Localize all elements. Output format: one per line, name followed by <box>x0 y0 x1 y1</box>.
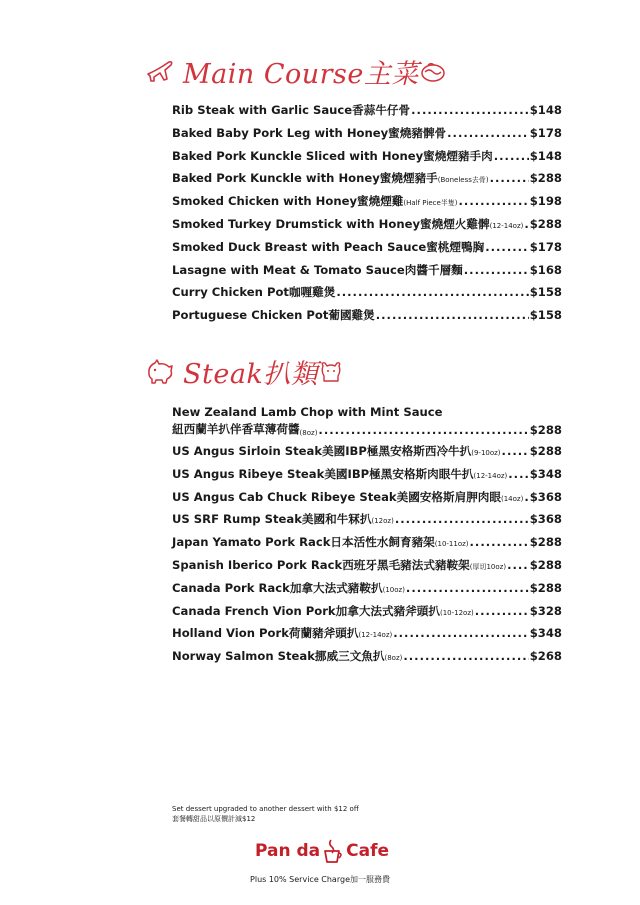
dot-leader <box>403 649 528 663</box>
dot-leader <box>447 126 529 140</box>
item-price: $148 <box>529 148 562 163</box>
menu-item <box>172 239 562 262</box>
item-price: $158 <box>529 285 562 300</box>
item-name: Baked Baby Pork Leg with Honey蜜燒豬髀骨 <box>172 125 447 140</box>
coffee-cup-icon <box>322 838 344 864</box>
item-price: $288 <box>529 423 562 437</box>
item-price: $288 <box>529 216 562 231</box>
dessert-note-chinese: 套餐轉甜品以原價計減$12 <box>172 815 256 823</box>
item-price: $268 <box>529 649 562 664</box>
item-name: US SRF Rump Steak美國和牛冧扒 <box>172 512 372 527</box>
menu-item <box>172 443 562 466</box>
main-course-heading <box>145 52 447 91</box>
dot-leader <box>470 535 529 549</box>
steak-list <box>172 403 562 671</box>
item-price: $288 <box>529 557 562 572</box>
dot-leader <box>507 558 529 572</box>
dot-leader <box>393 626 528 640</box>
item-price: $288 <box>529 535 562 550</box>
item-name: Norway Salmon Steak挪威三文魚扒 <box>172 649 385 664</box>
item-price: $368 <box>529 489 562 504</box>
item-price: $288 <box>529 580 562 595</box>
pig-icon <box>145 358 175 386</box>
logo-text-left: Pan da <box>255 841 321 861</box>
menu-item <box>172 148 562 171</box>
dot-leader <box>411 103 529 117</box>
item-note: (12oz) <box>371 517 394 526</box>
item-name: Lasagne with Meat & Tomato Sauce肉醬千層麵 <box>172 262 463 277</box>
item-note: (8oz) <box>299 429 318 437</box>
main-course-list <box>172 102 562 330</box>
item-price: $348 <box>529 626 562 641</box>
menu-item <box>172 580 562 603</box>
pandacafe-logo <box>255 838 389 864</box>
menu-item <box>172 102 562 125</box>
dot-leader <box>490 171 529 185</box>
menu-item <box>172 170 562 193</box>
dot-leader <box>524 217 528 231</box>
dot-leader <box>464 263 529 277</box>
item-note: (10oz) <box>382 585 405 594</box>
item-note: (12-14oz) <box>358 631 393 640</box>
item-name: US Angus Sirloin Steak美國IBP極黑安格斯西冷牛扒 <box>172 444 472 458</box>
item-note: (9-10oz) <box>471 449 501 457</box>
item-note: (8oz) <box>384 654 403 663</box>
item-note: (Half Piece半隻) <box>403 199 458 208</box>
item-note: (14oz) <box>500 494 524 503</box>
dot-leader <box>508 467 528 481</box>
logo-text-right: Cafe <box>346 841 390 861</box>
item-name: Canada Pork Rack加拿大法式豬鞍扒 <box>172 580 383 595</box>
dot-leader <box>475 604 529 618</box>
item-price: $158 <box>529 308 562 323</box>
item-name: Rib Steak with Garlic Sauce香蒜牛仔骨 <box>172 103 411 117</box>
item-price: $288 <box>529 444 562 458</box>
item-note: (12-14oz) <box>489 221 524 230</box>
item-name: Baked Pork Kunckle with Honey蜜燒煙豬手 <box>172 171 438 186</box>
menu-item <box>172 603 562 626</box>
item-name: Smoked Turkey Drumstick with Honey蜜燒煙火雞髀 <box>172 216 490 231</box>
menu-item <box>172 557 562 580</box>
item-name: Curry Chicken Pot咖喱雞煲 <box>172 285 336 300</box>
item-name: Holland Vion Pork荷蘭豬斧頭扒 <box>172 626 359 641</box>
item-name-chinese: 紐西蘭羊扒伴香草薄荷醬 <box>172 422 300 436</box>
item-price: $178 <box>529 125 562 140</box>
item-name: Canada French Vion Pork加拿大法式豬斧頭扒 <box>172 603 440 618</box>
chicken-icon <box>419 60 447 84</box>
menu-item <box>172 262 562 285</box>
item-name: Japan Yamato Pork Rack日本活性水飼育豬架 <box>172 535 435 550</box>
item-name-english: New Zealand Lamb Chop with Mint Sauce <box>172 405 443 419</box>
menu-item <box>172 307 562 330</box>
item-price: $288 <box>529 171 562 186</box>
service-charge: Plus 10% Service Charge加一服務費 <box>250 875 390 884</box>
item-note: (10-12oz) <box>439 608 474 617</box>
dot-leader <box>318 423 528 437</box>
dot-leader <box>395 512 529 526</box>
item-note: (Boneless去骨) <box>437 176 489 185</box>
menu-item <box>172 625 562 648</box>
item-name: Spanish Iberico Pork Rack西班牙黑毛豬法式豬鞍架 <box>172 557 470 572</box>
item-price: $368 <box>529 512 562 527</box>
dessert-note <box>172 804 359 824</box>
item-price: $178 <box>529 239 562 254</box>
dessert-note-english: Set dessert upgraded to another dessert with $12 off <box>172 805 359 813</box>
dot-leader <box>336 285 528 299</box>
menu-item <box>172 284 562 307</box>
item-name: Smoked Chicken with Honey蜜燒煙雞 <box>172 194 404 209</box>
dot-leader <box>485 240 529 254</box>
dot-leader <box>524 490 528 504</box>
item-name: Baked Pork Kunckle Sliced with Honey蜜燒煙豬手肉 <box>172 148 493 163</box>
menu-item <box>172 403 562 443</box>
menu-item <box>172 648 562 671</box>
menu-item <box>172 216 562 239</box>
item-name: US Angus Cab Chuck Ribeye Steak美國安格斯肩胛肉眼 <box>172 489 501 504</box>
main-course-title: Main Course主菜 <box>183 59 419 90</box>
item-name: US Angus Ribeye Steak美國IBP極黑安格斯肉眼牛扒 <box>172 466 474 481</box>
dot-leader <box>502 444 529 458</box>
menu-item <box>172 125 562 148</box>
dot-leader <box>459 194 529 208</box>
menu-item <box>172 466 562 489</box>
steak-heading <box>145 352 344 391</box>
item-price: $328 <box>529 603 562 618</box>
item-price: $198 <box>529 194 562 209</box>
menu-item <box>172 193 562 216</box>
airplane-icon <box>145 59 175 85</box>
menu-item <box>172 534 562 557</box>
item-name: Smoked Duck Breast with Peach Sauce蜜桃煙鴨胸 <box>172 239 485 254</box>
item-price: $348 <box>529 466 562 481</box>
steak-title: Steak扒類 <box>183 359 319 390</box>
item-note: (10-11oz) <box>434 540 469 549</box>
item-price: $148 <box>529 103 562 117</box>
item-name: Portuguese Chicken Pot葡國雞煲 <box>172 308 375 323</box>
dot-leader <box>406 581 529 595</box>
cow-icon <box>318 359 344 385</box>
item-note: (12-14oz) <box>473 471 508 480</box>
item-note: (厚切10oz) <box>469 562 507 571</box>
dot-leader <box>494 149 529 163</box>
item-price: $168 <box>529 262 562 277</box>
menu-item <box>172 489 562 512</box>
dot-leader <box>376 308 529 322</box>
menu-item <box>172 511 562 534</box>
